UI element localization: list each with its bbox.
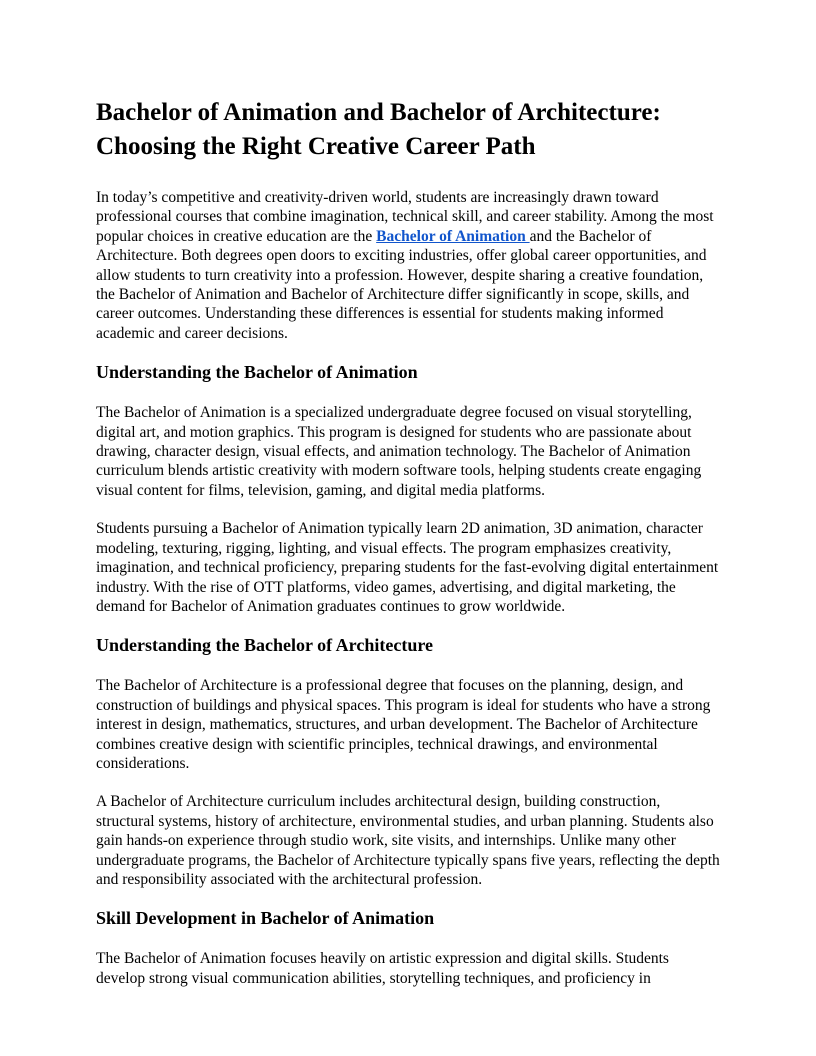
document-title: Bachelor of Animation and Bachelor of Architecture: Choosing the Right Creative Career Path — [96, 99, 661, 160]
section-heading-skill-development-animation: Skill Development in Bachelor of Animation — [96, 908, 435, 929]
intro-text-before-link: In today’s competitive and creativity-driven world, students are increasingly drawn toward professional courses that combine imagination, technical skill, and career stability. Among the most popular choices in creative education are the — [96, 189, 714, 245]
paragraph: The Bachelor of Animation is a specialized undergraduate degree focused on visual storytelling, digital art, and motion graphics. This program is designed for students who are passionate about drawing, character design, visual effects, and animation technology. The Bachelor of Animation curriculum blends artistic creativity with modern software tools, helping students create engaging visual content for films, television, gaming, and digital media platforms. — [96, 404, 702, 499]
section-heading-understanding-architecture: Understanding the Bachelor of Architecture — [96, 635, 433, 656]
document-body — [96, 188, 720, 988]
paragraph: Students pursuing a Bachelor of Animation typically learn 2D animation, 3D animation, character modeling, texturing, rigging, lighting, and visual effects. The program emphasizes creativity, imagination, and technical proficiency, preparing students for the fast-evolving digital entertainment industry. With the rise of OTT platforms, video games, advertising, and digital marketing, the demand for Bachelor of Animation graduates continues to grow worldwide. — [96, 520, 719, 615]
intro-text-after-link: and the Bachelor of Architecture. Both degrees open doors to exciting industries, offer global career opportunities, and allow students to turn creativity into a profession. However, despite sharing a creative foundation, the Bachelor of Animation and Bachelor of Architecture differ significantly in scope, skills, and career outcomes. Understanding these differences is essential for students making informed academic and career decisions. — [96, 227, 707, 342]
intro-paragraph — [96, 188, 720, 343]
paragraph: The Bachelor of Architecture is a professional degree that focuses on the planning, design, and construction of buildings and physical spaces. This program is ideal for students who have a strong interest in design, mathematics, structures, and urban development. The Bachelor of Architecture combines creative design with scientific principles, technical drawings, and environmental considerations. — [96, 677, 711, 772]
paragraph: A Bachelor of Architecture curriculum includes architectural design, building construction, structural systems, history of architecture, environmental studies, and urban planning. Students also gain hands-on experience through studio work, site visits, and internships. Unlike many other undergraduate programs, the Bachelor of Architecture typically spans five years, reflecting the depth and responsibility associated with the architectural profession. — [96, 793, 720, 888]
paragraph: The Bachelor of Animation focuses heavily on artistic expression and digital skills. Students develop strong visual communication abilities, storytelling techniques, and proficiency in — [96, 950, 669, 987]
bachelor-of-animation-link[interactable]: Bachelor of Animation — [376, 227, 530, 245]
section-heading-understanding-animation: Understanding the Bachelor of Animation — [96, 362, 418, 383]
